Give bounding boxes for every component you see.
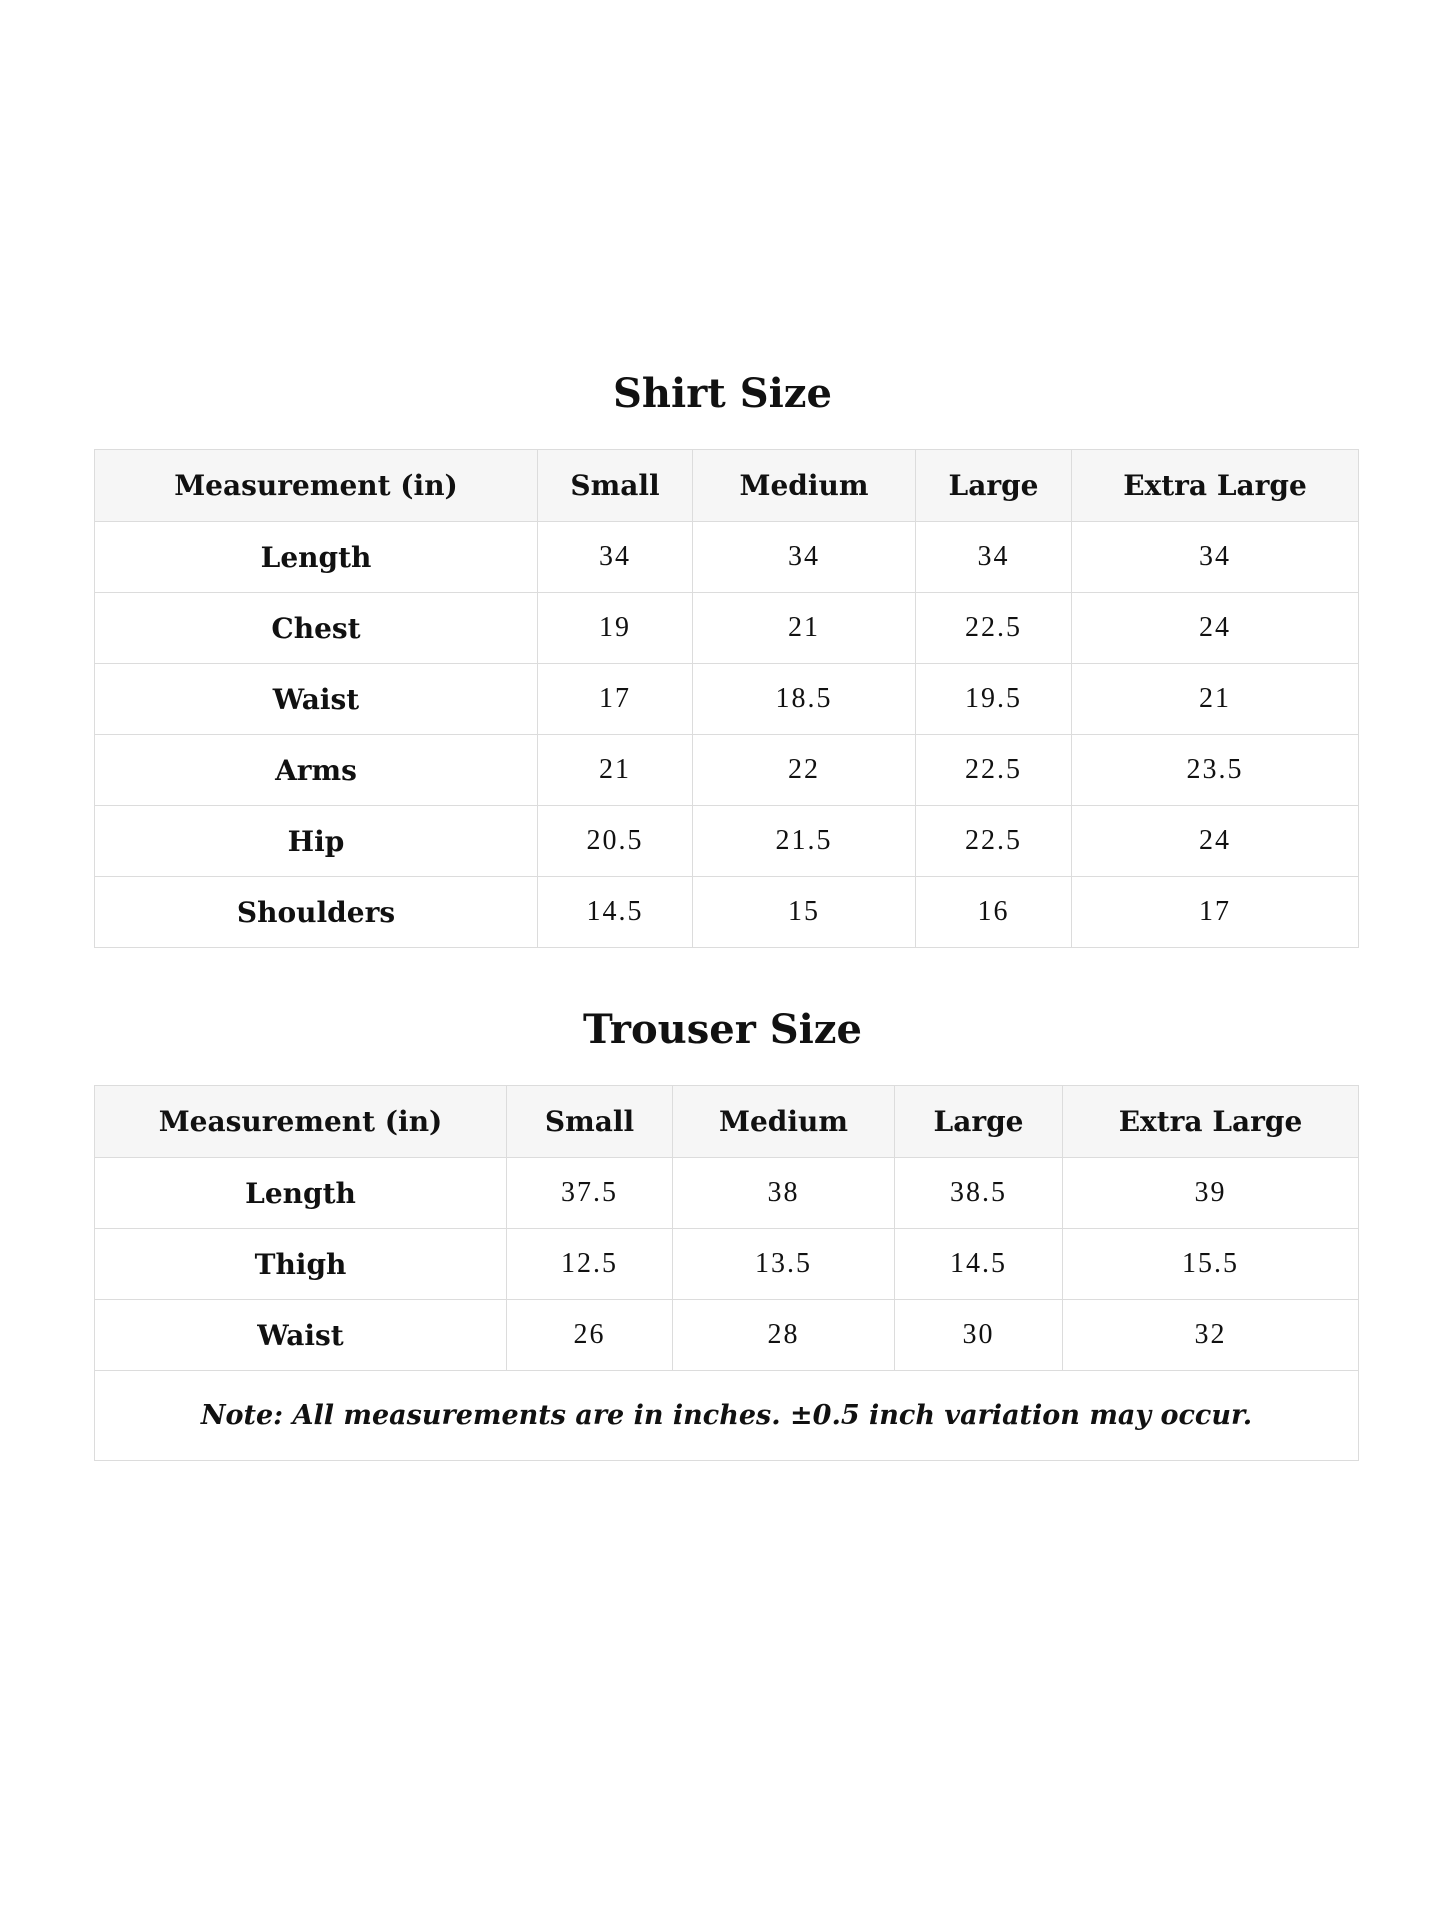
table-row: [95, 522, 1359, 593]
table-cell: 32: [1063, 1300, 1359, 1371]
column-header-large: Large: [895, 1086, 1063, 1158]
shirt-size-title: Shirt Size: [613, 370, 832, 417]
table-cell: 22: [693, 735, 916, 806]
table-cell: 19.5: [916, 664, 1072, 735]
table-cell: 17: [538, 664, 693, 735]
table-cell: 34: [1072, 522, 1359, 593]
table-header-row: [95, 1086, 1359, 1158]
table-cell: 20.5: [538, 806, 693, 877]
column-header-small: Small: [538, 450, 693, 522]
column-header-measurement: Measurement (in): [95, 450, 538, 522]
table-cell: 21: [1072, 664, 1359, 735]
table-header-row: [95, 450, 1359, 522]
table-row: [95, 1229, 1359, 1300]
row-label: Shoulders: [95, 877, 538, 948]
table-cell: 28: [673, 1300, 895, 1371]
table-cell: 39: [1063, 1158, 1359, 1229]
table-cell: 14.5: [895, 1229, 1063, 1300]
table-cell: 15.5: [1063, 1229, 1359, 1300]
table-cell: 26: [507, 1300, 673, 1371]
table-cell: 19: [538, 593, 693, 664]
table-cell: 24: [1072, 806, 1359, 877]
table-cell: 23.5: [1072, 735, 1359, 806]
row-label: Chest: [95, 593, 538, 664]
table-row: [95, 735, 1359, 806]
table-cell: 22.5: [916, 806, 1072, 877]
table-row: [95, 806, 1359, 877]
column-header-measurement: Measurement (in): [95, 1086, 507, 1158]
table-row: [95, 1300, 1359, 1371]
shirt-size-table: [94, 449, 1359, 948]
column-header-medium: Medium: [673, 1086, 895, 1158]
table-cell: 12.5: [507, 1229, 673, 1300]
trouser-size-title: Trouser Size: [583, 1006, 862, 1053]
table-cell: 34: [916, 522, 1072, 593]
row-label: Hip: [95, 806, 538, 877]
table-cell: 21: [693, 593, 916, 664]
measurement-note: [95, 1371, 1359, 1461]
row-label: Waist: [95, 664, 538, 735]
table-cell: 34: [693, 522, 916, 593]
table-cell: 18.5: [693, 664, 916, 735]
column-header-small: Small: [507, 1086, 673, 1158]
column-header-extra-large: Extra Large: [1063, 1086, 1359, 1158]
note-text: : All measurements are in inches. ±0.5 inch variation may occur.: [273, 1400, 1253, 1431]
note-lead: Note: [200, 1400, 274, 1431]
table-cell: 37.5: [507, 1158, 673, 1229]
table-cell: 15: [693, 877, 916, 948]
table-cell: 38: [673, 1158, 895, 1229]
table-cell: 21.5: [693, 806, 916, 877]
table-cell: 34: [538, 522, 693, 593]
table-cell: 21: [538, 735, 693, 806]
column-header-large: Large: [916, 450, 1072, 522]
table-cell: 30: [895, 1300, 1063, 1371]
table-row: [95, 593, 1359, 664]
row-label: Length: [95, 1158, 507, 1229]
table-cell: 22.5: [916, 593, 1072, 664]
table-cell: 17: [1072, 877, 1359, 948]
table-cell: 24: [1072, 593, 1359, 664]
table-cell: 14.5: [538, 877, 693, 948]
table-cell: 22.5: [916, 735, 1072, 806]
note-row: [95, 1371, 1359, 1461]
row-label: Waist: [95, 1300, 507, 1371]
row-label: Thigh: [95, 1229, 507, 1300]
table-cell: 38.5: [895, 1158, 1063, 1229]
row-label: Arms: [95, 735, 538, 806]
trouser-size-table: [94, 1085, 1359, 1461]
table-row: [95, 877, 1359, 948]
table-row: [95, 1158, 1359, 1229]
column-header-medium: Medium: [693, 450, 916, 522]
table-cell: 13.5: [673, 1229, 895, 1300]
table-row: [95, 664, 1359, 735]
row-label: Length: [95, 522, 538, 593]
table-cell: 16: [916, 877, 1072, 948]
column-header-extra-large: Extra Large: [1072, 450, 1359, 522]
